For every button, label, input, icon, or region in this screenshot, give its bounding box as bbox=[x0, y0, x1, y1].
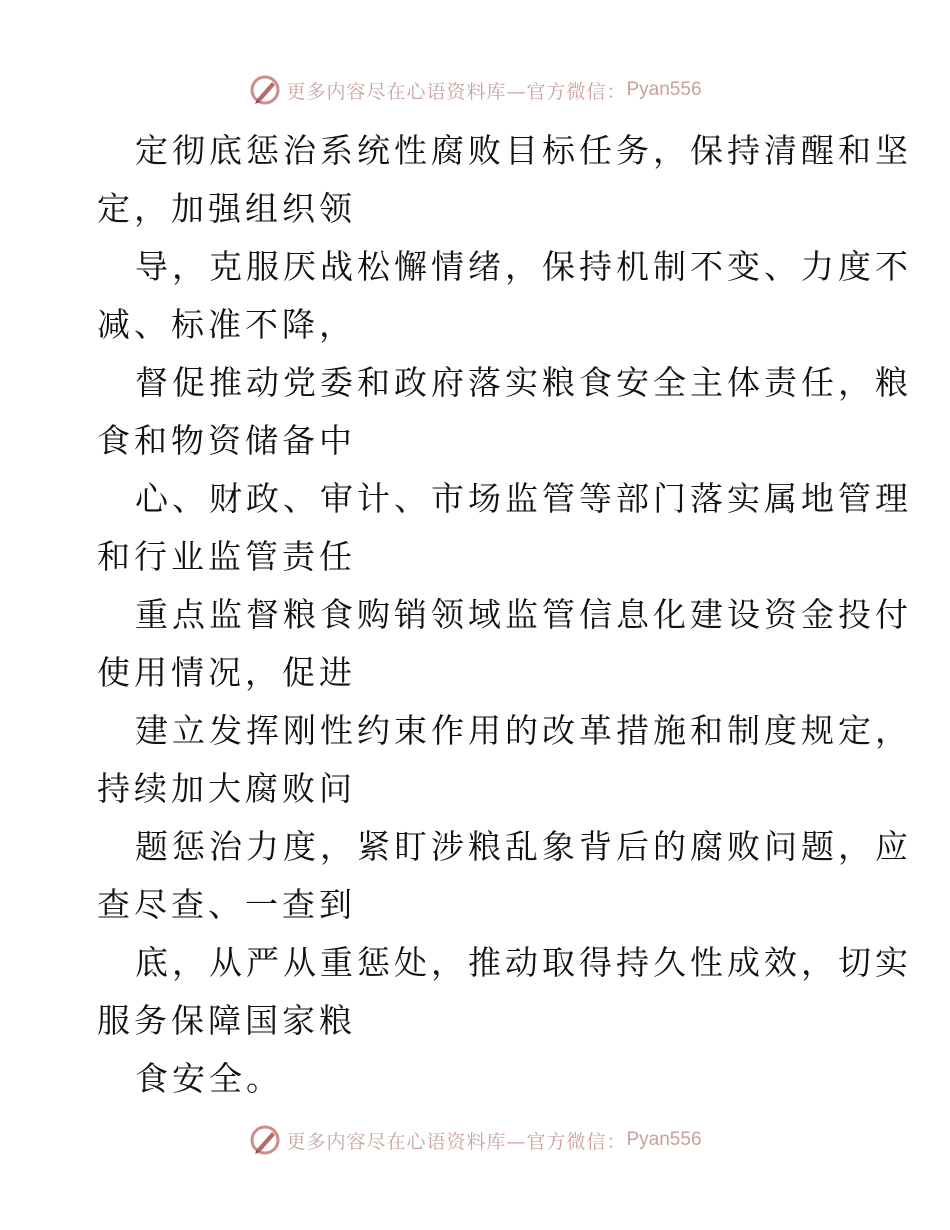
pen-logo-icon bbox=[248, 1123, 282, 1157]
paragraph-line: 题惩治力度，紧盯涉粮乱象背后的腐败问题，应 bbox=[135, 827, 912, 866]
paragraph bbox=[97, 122, 912, 238]
watermark-text: 更多内容尽在心语资料库—官方微信： bbox=[286, 1130, 627, 1153]
pen-logo-icon bbox=[248, 73, 282, 107]
paragraph-line: 持续加大腐败问 bbox=[97, 769, 356, 808]
paragraph bbox=[97, 470, 912, 586]
header-watermark bbox=[0, 70, 950, 110]
paragraph-line: 查尽查、一查到 bbox=[97, 885, 356, 924]
paragraph-line: 减、标准不降， bbox=[97, 305, 356, 344]
paragraph bbox=[97, 354, 912, 470]
footer-watermark bbox=[0, 1120, 950, 1160]
document-body bbox=[97, 122, 912, 1108]
paragraph-line: 和行业监管责任 bbox=[97, 537, 356, 576]
paragraph bbox=[97, 586, 912, 702]
paragraph-line: 服务保障国家粮 bbox=[97, 1001, 356, 1040]
paragraph-line: 督促推动党委和政府落实粮食安全主体责任，粮 bbox=[135, 363, 912, 402]
paragraph-line: 建立发挥刚性约束作用的改革措施和制度规定， bbox=[135, 711, 912, 750]
paragraph-line: 底，从严从重惩处，推动取得持久性成效，切实 bbox=[135, 943, 912, 982]
paragraph bbox=[97, 238, 912, 354]
paragraph-line: 使用情况，促进 bbox=[97, 653, 356, 692]
paragraph bbox=[97, 702, 912, 818]
watermark-text: 更多内容尽在心语资料库—官方微信： bbox=[286, 80, 627, 103]
paragraph bbox=[97, 1050, 857, 1108]
watermark-wechat-id: Pyan556 bbox=[626, 1129, 702, 1150]
paragraph-line: 重点监督粮食购销领域监管信息化建设资金投付 bbox=[135, 595, 912, 634]
paragraph bbox=[97, 818, 912, 934]
paragraph-line: 导，克服厌战松懈情绪，保持机制不变、力度不 bbox=[135, 247, 912, 286]
paragraph-line: 心、财政、审计、市场监管等部门落实属地管理 bbox=[135, 479, 912, 518]
paragraph-line: 定彻底惩治系统性腐败目标任务，保持清醒和坚 bbox=[135, 131, 912, 170]
paragraph bbox=[97, 934, 912, 1050]
paragraph-line: 定，加强组织领 bbox=[97, 189, 356, 228]
paragraph-line: 食和物资储备中 bbox=[97, 421, 356, 460]
watermark-wechat-id: Pyan556 bbox=[626, 79, 702, 100]
paragraph-line: 食安全。 bbox=[135, 1059, 283, 1098]
